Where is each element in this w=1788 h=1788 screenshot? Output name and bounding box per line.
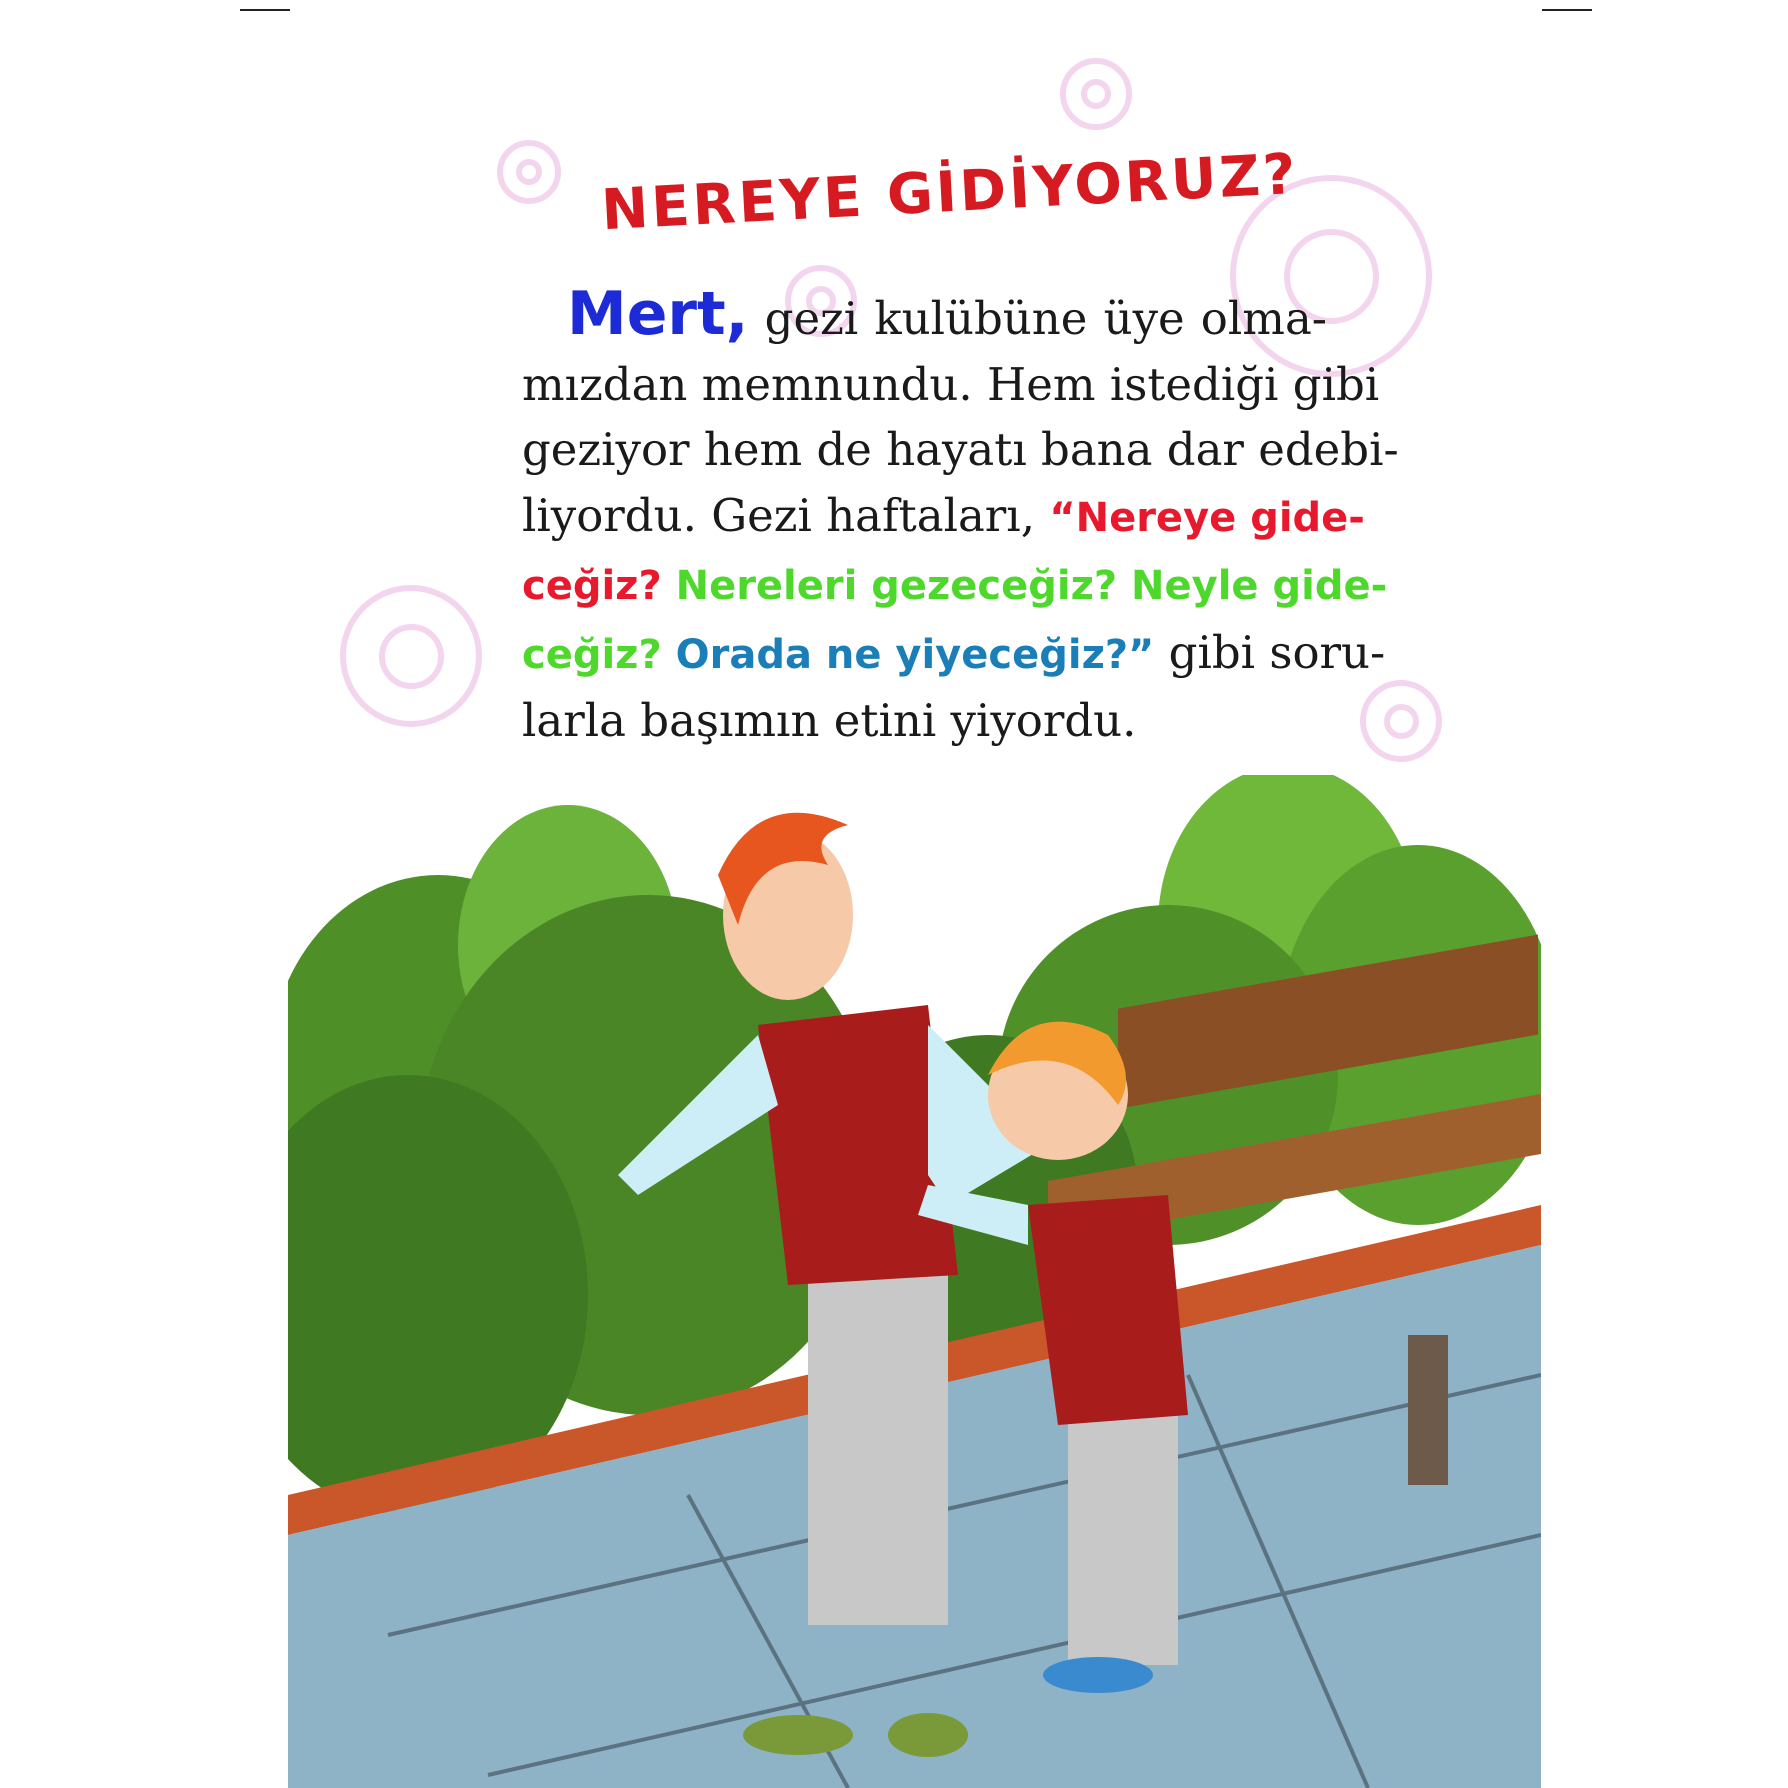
- decor-circle: [340, 585, 482, 727]
- text: liyordu. Gezi haftaları,: [522, 488, 1050, 542]
- illustration-park-scene: [288, 775, 1541, 1788]
- story-line: [522, 620, 1386, 689]
- decor-circle: [1360, 680, 1442, 762]
- character-name: Mert,: [567, 279, 749, 349]
- question-green: ceğiz?: [522, 631, 676, 678]
- question-red: “Nereye gide-: [1049, 494, 1365, 541]
- page-title: NEREYE GİDİYORUZ?: [599, 141, 1301, 244]
- story-line: [522, 483, 1365, 552]
- crop-mark-right: [1542, 9, 1592, 11]
- crop-mark-left: [240, 9, 290, 11]
- question-blue: Orada ne yiyeceğiz?”: [675, 631, 1155, 678]
- story-line: geziyor hem de hayatı bana dar edebi-: [522, 423, 1399, 476]
- story-text: [522, 279, 1399, 754]
- story-line: [522, 279, 1327, 352]
- story-line: mızdan memnundu. Hem istediği gibi: [522, 357, 1380, 411]
- decor-circle: [497, 140, 561, 204]
- text: gezi kulübüne üye olma-: [748, 292, 1327, 345]
- story-line: larla başımın etini yiyordu.: [522, 694, 1137, 747]
- question-green: Nereleri gezeceğiz? Neyle gide-: [675, 563, 1388, 609]
- decor-circle: [1060, 58, 1132, 130]
- story-line: [522, 551, 1388, 620]
- text: gibi soru-: [1154, 625, 1386, 679]
- question-red: ceğiz?: [522, 563, 676, 609]
